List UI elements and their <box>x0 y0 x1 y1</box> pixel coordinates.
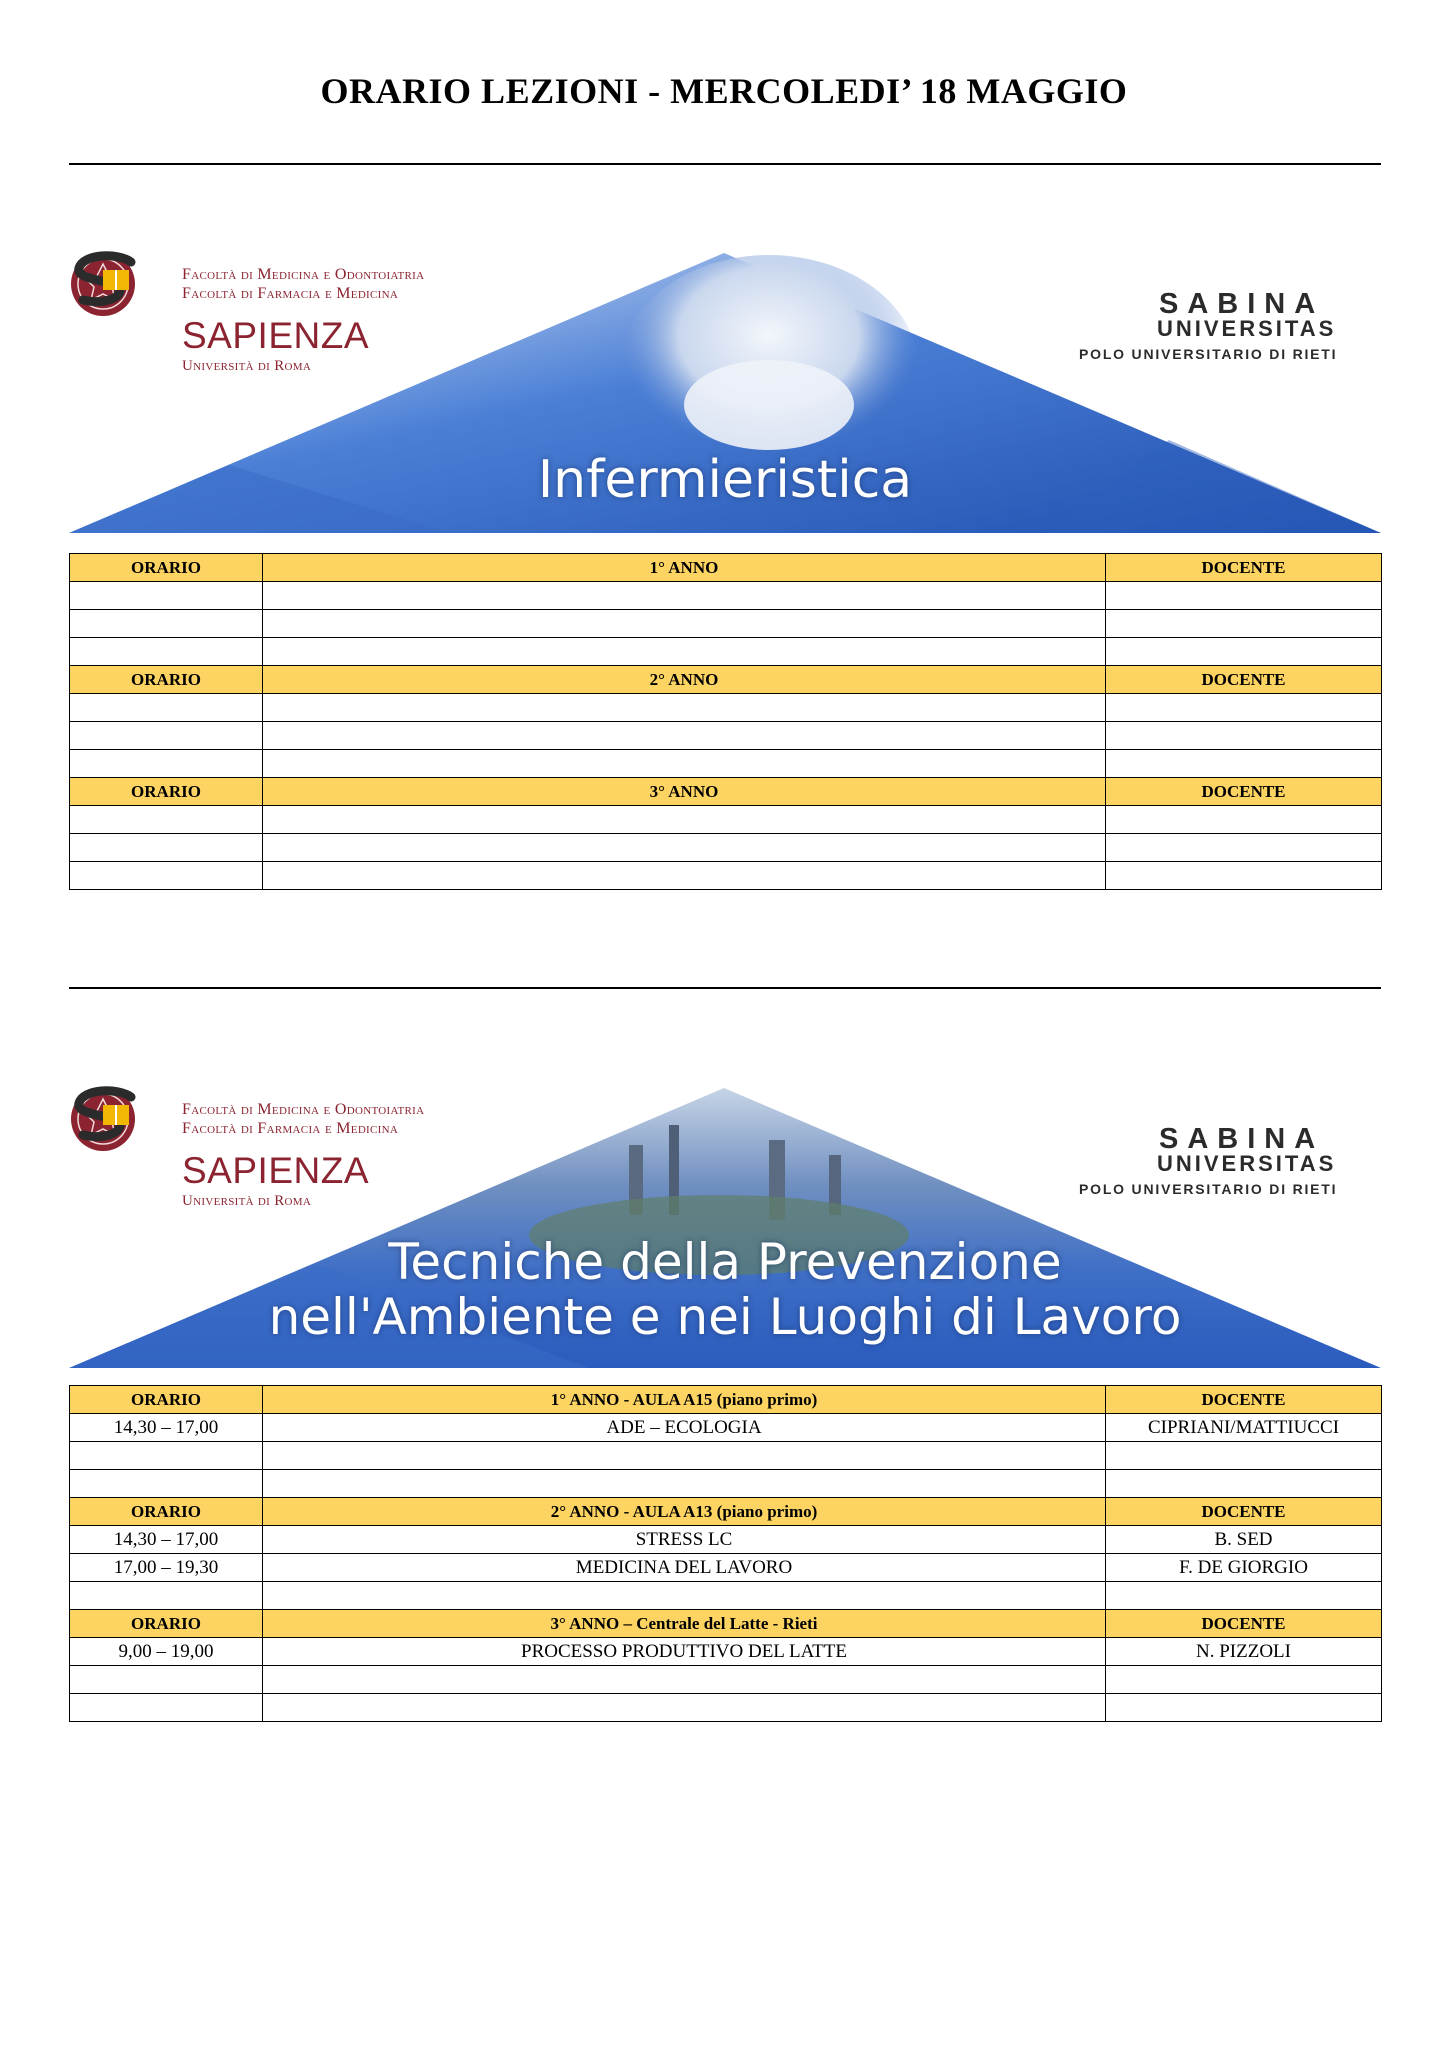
cell-docente <box>1106 1470 1382 1498</box>
cell-docente <box>1106 610 1382 638</box>
table-row <box>70 1470 1382 1498</box>
header-orario: ORARIO <box>70 1610 263 1638</box>
cell-orario <box>70 638 263 666</box>
cell-lezione: MEDICINA DEL LAVORO <box>263 1554 1106 1582</box>
cell-orario: 14,30 – 17,00 <box>70 1414 263 1442</box>
faculty-line-2: Facoltà di Farmacia e Medicina <box>182 285 399 302</box>
table-header-row <box>70 666 1382 694</box>
header-docente: DOCENTE <box>1106 554 1382 582</box>
cell-orario: 17,00 – 19,30 <box>70 1554 263 1582</box>
cell-orario: 9,00 – 19,00 <box>70 1638 263 1666</box>
header-orario: ORARIO <box>70 666 263 694</box>
table-row <box>70 862 1382 890</box>
header-orario: ORARIO <box>70 1386 263 1414</box>
cell-docente <box>1106 722 1382 750</box>
cell-docente <box>1106 582 1382 610</box>
cell-lezione <box>263 1470 1106 1498</box>
table-row <box>70 610 1382 638</box>
cell-orario: 14,30 – 17,00 <box>70 1526 263 1554</box>
cell-orario <box>70 1582 263 1610</box>
header-anno: 2° ANNO <box>263 666 1106 694</box>
table-row <box>70 806 1382 834</box>
sapienza-name: SAPIENZA <box>182 1150 369 1191</box>
cell-docente: N. PIZZOLI <box>1106 1638 1382 1666</box>
sabina-name: SABINA <box>1159 1123 1325 1155</box>
faculty-line-1: Facoltà di Medicina e Odontoiatria <box>182 266 425 283</box>
table-header-row <box>70 1498 1382 1526</box>
cell-docente <box>1106 1442 1382 1470</box>
header-anno: 1° ANNO <box>263 554 1106 582</box>
table-row <box>70 694 1382 722</box>
cell-lezione <box>263 610 1106 638</box>
sabina-universitas: UNIVERSITAS <box>1157 316 1337 341</box>
schedule-table-tecniche <box>69 1385 1382 1722</box>
cell-orario <box>70 750 263 778</box>
course-title-line-2: nell'Ambiente e nei Luoghi di Lavoro <box>268 1288 1182 1346</box>
cell-docente <box>1106 1582 1382 1610</box>
header-orario: ORARIO <box>70 554 263 582</box>
cell-orario <box>70 694 263 722</box>
cell-lezione <box>263 834 1106 862</box>
cell-orario <box>70 1694 263 1722</box>
cell-docente: CIPRIANI/MATTIUCCI <box>1106 1414 1382 1442</box>
cell-orario <box>70 862 263 890</box>
sapienza-subtitle: Università di Roma <box>182 1193 312 1209</box>
table-header-row <box>70 1610 1382 1638</box>
table-row <box>70 750 1382 778</box>
table-row <box>70 638 1382 666</box>
table-header-row <box>70 778 1382 806</box>
cell-orario <box>70 1442 263 1470</box>
banner-infermieristica <box>69 250 1381 535</box>
cell-lezione <box>263 638 1106 666</box>
cell-docente <box>1106 1666 1382 1694</box>
cell-docente <box>1106 694 1382 722</box>
cell-orario <box>70 610 263 638</box>
header-anno: 3° ANNO <box>263 778 1106 806</box>
sapienza-name: SAPIENZA <box>182 315 369 356</box>
cell-docente <box>1106 862 1382 890</box>
cell-lezione <box>263 582 1106 610</box>
faculty-lines <box>182 265 424 303</box>
banner-tecniche-prevenzione <box>69 1085 1381 1370</box>
header-orario: ORARIO <box>70 1498 263 1526</box>
cell-docente: F. DE GIORGIO <box>1106 1554 1382 1582</box>
header-anno: 2° ANNO - AULA A13 (piano primo) <box>263 1498 1106 1526</box>
cell-lezione <box>263 694 1106 722</box>
cell-lezione <box>263 862 1106 890</box>
faculty-lines <box>182 1100 424 1138</box>
course-title-infermieristica: Infermieristica <box>537 450 913 510</box>
course-title-line-1: Tecniche della Prevenzione <box>388 1233 1062 1291</box>
table-row <box>70 1554 1382 1582</box>
table-row <box>70 834 1382 862</box>
table-row <box>70 1582 1382 1610</box>
faculty-line-1: Facoltà di Medicina e Odontoiatria <box>182 1101 425 1118</box>
cell-lezione <box>263 1694 1106 1722</box>
sabina-polo: POLO UNIVERSITARIO DI RIETI <box>1079 346 1338 362</box>
sapienza-subtitle: Università di Roma <box>182 358 312 374</box>
cell-orario <box>70 722 263 750</box>
page-title: ORARIO LEZIONI - MERCOLEDI’ 18 MAGGIO <box>320 71 1128 111</box>
header-docente: DOCENTE <box>1106 1386 1382 1414</box>
cell-orario <box>70 1470 263 1498</box>
table-header-row <box>70 1386 1382 1414</box>
sabina-name: SABINA <box>1159 288 1325 320</box>
table-row <box>70 1666 1382 1694</box>
cell-lezione: STRESS LC <box>263 1526 1106 1554</box>
header-docente: DOCENTE <box>1106 778 1382 806</box>
cell-docente <box>1106 638 1382 666</box>
sabina-polo: POLO UNIVERSITARIO DI RIETI <box>1079 1181 1338 1197</box>
cell-lezione <box>263 806 1106 834</box>
header-anno: 3° ANNO – Centrale del Latte - Rieti <box>263 1610 1106 1638</box>
table-header-row <box>70 554 1382 582</box>
cell-orario <box>70 834 263 862</box>
cell-lezione <box>263 1582 1106 1610</box>
table-row <box>70 582 1382 610</box>
table-row <box>70 1694 1382 1722</box>
cell-orario <box>70 582 263 610</box>
table-row <box>70 1526 1382 1554</box>
table-row <box>70 722 1382 750</box>
table-row <box>70 1442 1382 1470</box>
header-anno: 1° ANNO - AULA A15 (piano primo) <box>263 1386 1106 1414</box>
table-row <box>70 1638 1382 1666</box>
cell-orario <box>70 806 263 834</box>
cell-docente: B. SED <box>1106 1526 1382 1554</box>
header-orario: ORARIO <box>70 778 263 806</box>
header-docente: DOCENTE <box>1106 1498 1382 1526</box>
cell-lezione <box>263 1666 1106 1694</box>
cell-lezione <box>263 722 1106 750</box>
divider-top <box>69 163 1381 165</box>
cell-docente <box>1106 1694 1382 1722</box>
header-docente: DOCENTE <box>1106 666 1382 694</box>
sabina-universitas: UNIVERSITAS <box>1157 1151 1337 1176</box>
cell-docente <box>1106 806 1382 834</box>
cell-docente <box>1106 834 1382 862</box>
table-row <box>70 1414 1382 1442</box>
cell-docente <box>1106 750 1382 778</box>
course-title-tecniche <box>69 1235 1381 1345</box>
cell-lezione: ADE – ECOLOGIA <box>263 1414 1106 1442</box>
cell-orario <box>70 1666 263 1694</box>
header-docente: DOCENTE <box>1106 1610 1382 1638</box>
schedule-table-infermieristica <box>69 553 1382 890</box>
cell-lezione <box>263 1442 1106 1470</box>
divider-middle <box>69 987 1381 989</box>
cell-lezione <box>263 750 1106 778</box>
sabina-logo-icon <box>69 250 149 310</box>
sabina-logo-icon <box>69 1085 149 1145</box>
cell-lezione: PROCESSO PRODUTTIVO DEL LATTE <box>263 1638 1106 1666</box>
faculty-line-2: Facoltà di Farmacia e Medicina <box>182 1120 399 1137</box>
